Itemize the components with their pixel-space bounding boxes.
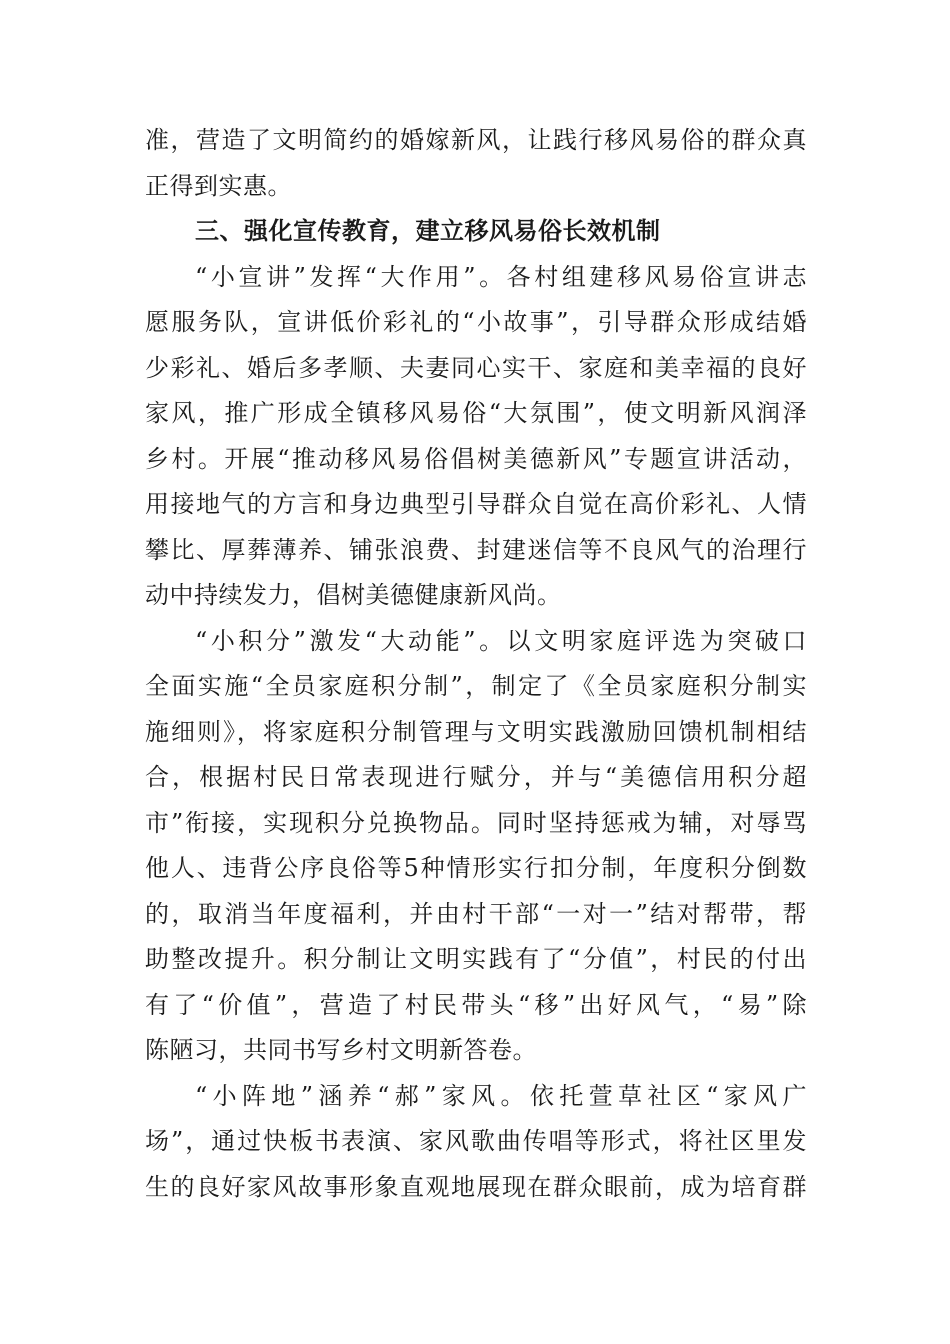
- paragraph-publicity: [145, 255, 807, 619]
- text-line: 助整改提升。积分制让文明实践有了“分值”，村民的付出: [145, 945, 807, 973]
- text-line: 家风，推广形成全镇移风易俗“大氛围”，使文明新风润泽: [145, 399, 807, 427]
- text-line: 合，根据村民日常表现进行赋分，并与“美德信用积分超: [145, 763, 807, 791]
- section-heading: 三、强化宣传教育，建立移风易俗长效机制: [195, 217, 661, 245]
- text-line: “小积分”激发“大动能”。以文明家庭评选为突破口: [195, 626, 807, 655]
- text-line: 生的良好家风故事形象直观地展现在群众眼前，成为培育群: [145, 1172, 807, 1201]
- text-line: 动中持续发力，倡树美德健康新风尚。: [145, 581, 562, 609]
- text-line: 场”，通过快板书表演、家风歌曲传唱等形式，将社区里发: [145, 1127, 807, 1155]
- text-line: 有了“价值”，营造了村民带头“移”出好风气，“易”除: [145, 990, 807, 1019]
- text-line: 正得到实惠。: [145, 171, 292, 200]
- text-line: “小宣讲”发挥“大作用”。各村组建移风易俗宣讲志: [195, 262, 807, 291]
- text-line: 他人、违背公序良俗等5种情形实行扣分制，年度积分倒数: [145, 854, 807, 882]
- text-line: 攀比、厚葬薄养、铺张浪费、封建迷信等不良风气的治理行: [145, 535, 807, 564]
- paragraph-points-system: [145, 619, 807, 1074]
- text-line: 陈陋习，共同书写乡村文明新答卷。: [145, 1036, 537, 1064]
- text-line: 乡村。开展“推动移风易俗倡树美德新风”专题宣讲活动，: [145, 444, 807, 473]
- text-line: 准，营造了文明简约的婚嫁新风，让践行移风易俗的群众真: [145, 126, 807, 154]
- text-line: 用接地气的方言和身边典型引导群众自觉在高价彩礼、人情: [145, 490, 807, 518]
- text-line: 全面实施“全员家庭积分制”，制定了《全员家庭积分制实: [145, 672, 807, 700]
- intro-paragraph: [145, 118, 807, 209]
- text-line: 愿服务队，宣讲低价彩礼的“小故事”，引导群众形成结婚: [145, 308, 807, 336]
- paragraph-family-tradition: [145, 1074, 807, 1211]
- document-body: [145, 118, 807, 1210]
- text-line: 少彩礼、婚后多孝顺、夫妻同心实干、家庭和美幸福的良好: [145, 353, 807, 382]
- text-line: 市”衔接，实现积分兑换物品。同时坚持惩戒为辅，对辱骂: [145, 808, 807, 837]
- text-line: “小阵地”涵养“郝”家风。依托萱草社区“家风广: [195, 1081, 807, 1110]
- text-line: 施细则》，将家庭积分制管理与文明实践激励回馈机制相结: [145, 717, 807, 746]
- text-line: 的，取消当年度福利，并由村干部“一对一”结对帮带，帮: [145, 899, 807, 928]
